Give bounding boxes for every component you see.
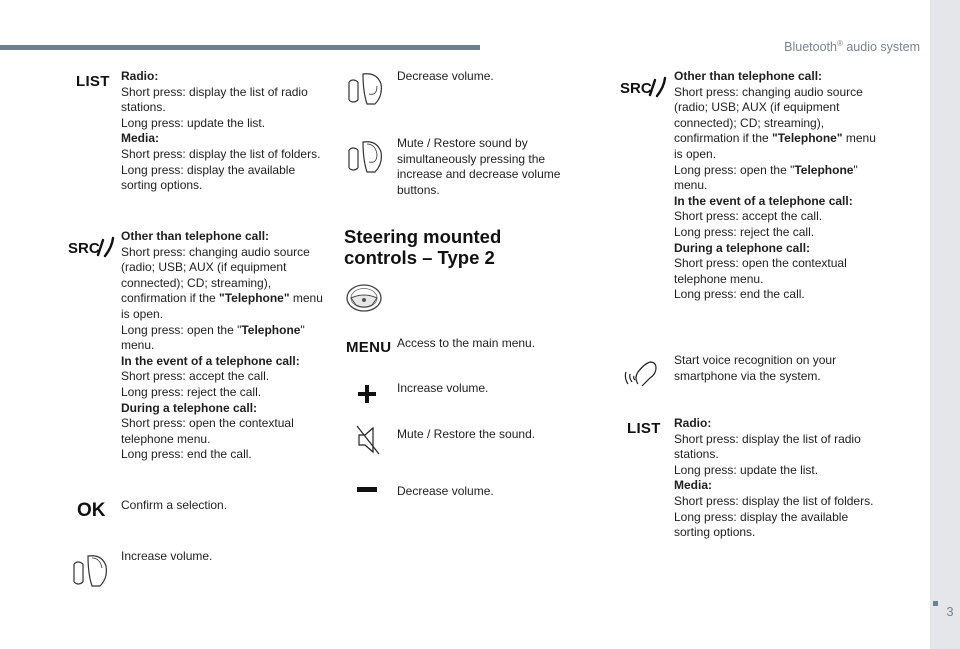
increase-description: Increase volume.: [121, 549, 213, 563]
page-margin-band: [930, 0, 960, 649]
running-header: Bluetooth® audio system: [784, 39, 920, 55]
steering-wheel-icon: [344, 281, 384, 315]
plus-description: Increase volume.: [397, 381, 489, 395]
thumbwheel-up-icon: [70, 552, 114, 588]
minus-description: Decrease volume.: [397, 484, 494, 498]
mute-description: Mute / Restore sound by simultaneously pressing the increase and decrease volume buttons.: [397, 136, 561, 197]
page-number: 3: [946, 604, 954, 619]
speaker-mute-icon: [356, 424, 380, 456]
voice-recognition-icon: [624, 358, 660, 388]
src-description-2: Other than telephone call: Short press: changing audio source (radio; USB; AUX (if equipment connected); CD; streaming), confirmation if the "Telephone" menu is open. Long press: open the "Telephone" menu. In the event of a telephone call: Short press: accept the call. Long press: reject the call. During a telephone call: Short press: open the contextual telephone menu. Long press: end the call.: [674, 69, 876, 302]
minus-icon: [357, 487, 377, 492]
menu-icon: MENU: [346, 339, 392, 356]
src-phone-icon: [68, 235, 116, 259]
thumbwheel-mute-icon: [345, 138, 389, 174]
header-rule: [0, 45, 480, 50]
svg-text:SRC: SRC: [68, 240, 100, 257]
decrease-description: Decrease volume.: [397, 69, 494, 83]
list-description: Radio: Short press: display the list of radio stations. Long press: update the list. Media: Short press: display the list of folders. Long press: display the available sorting options.: [121, 69, 321, 193]
list-icon-2: LIST: [627, 420, 661, 437]
thumbwheel-down-icon: [345, 70, 389, 106]
voice-description: Start voice recognition on your smartphone via the system.: [674, 353, 837, 383]
list-description-2: Radio: Short press: display the list of radio stations. Long press: update the list. Media: Short press: display the list of folders. Long press: display the available sorting options.: [674, 416, 874, 540]
ok-icon: OK: [77, 500, 106, 521]
svg-text:SRC: SRC: [620, 80, 652, 97]
list-icon: LIST: [76, 73, 110, 90]
mute2-description: Mute / Restore the sound.: [397, 427, 536, 441]
plus-icon: [357, 384, 377, 404]
menu-description: Access to the main menu.: [397, 336, 536, 350]
ok-description: Confirm a selection.: [121, 498, 228, 512]
src-phone-icon-2: [620, 75, 668, 99]
page-marker: [933, 601, 938, 606]
src-description: Other than telephone call: Short press: changing audio source (radio; USB; AUX (if equipment connected); CD; streaming), confirmation if the "Telephone" menu is open. Long press: open the "Telephone" menu. In the event of a telephone call: Short press: accept the call. Long press: reject the call. During a telephone call: Short press: open the contextual telephone menu. Long press: end the call.: [121, 229, 323, 462]
section-title: Steering mounted controls – Type 2: [344, 226, 502, 268]
